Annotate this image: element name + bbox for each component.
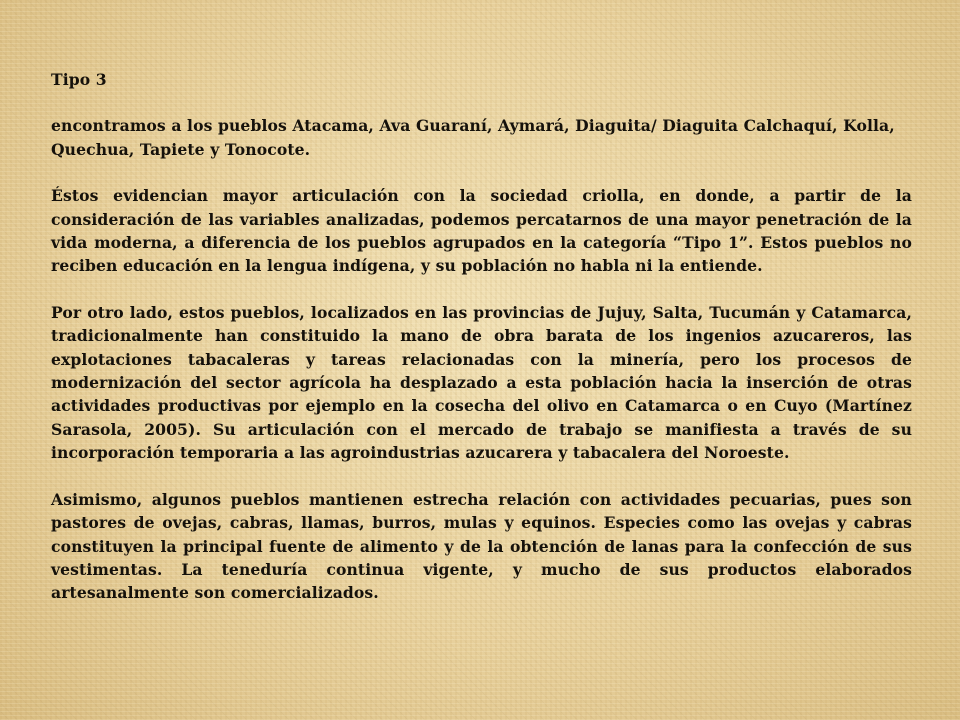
paragraph-livestock: Asimismo, algunos pueblos mantienen estrecha relación con actividades pecuarias, pues son pastores de ovejas, cabras, llamas, burros, mulas y equinos. Especies como las ovejas y cabras constituyen la principal fuente de alimento y de la obtención de lanas para la confección de sus vestimentas. La teneduría continua vigente, y mucho de sus productos elaborados artesanalmente son comercializados. [51,489,912,603]
paragraph-peoples-list: encontramos a los pueblos Atacama, Ava Guaraní, Aymará, Diaguita/ Diaguita Calchaquí, Kolla, Quechua, Tapiete y Tonocote. [51,116,895,159]
paragraph-labor: Por otro lado, estos pueblos, localizados en las provincias de Jujuy, Salta, Tucumán y Catamarca, tradicionalmente han constituido la mano de obra barata de los ingenios azucareros, las explotaciones tabacaleras y tareas relacionadas con la minería, pero los procesos de modernización del sector agrícola ha desplazado a esta población hacia la inserción de otras actividades productivas por ejemplo en la cosecha del olivo en Catamarca o en Cuyo (Martínez Sarasola, 2005). Su articulación con el mercado de trabajo se manifiesta a través de su incorporación temporaria a las agroindustrias azucarera y tabacalera del Noroeste. [51,302,912,463]
paragraph-articulation: Éstos evidencian mayor articulación con la sociedad criolla, en donde, a partir de la consideración de las variables analizadas, podemos percatarnos de una mayor penetración de la vida moderna, a diferencia de los pueblos agrupados en la categoría “Tipo 1”. Estos pueblos no reciben educación en la lengua indígena, y su población no habla ni la entiende. [51,186,912,276]
slide-heading: Tipo 3 [51,70,107,89]
slide-body [51,68,912,628]
